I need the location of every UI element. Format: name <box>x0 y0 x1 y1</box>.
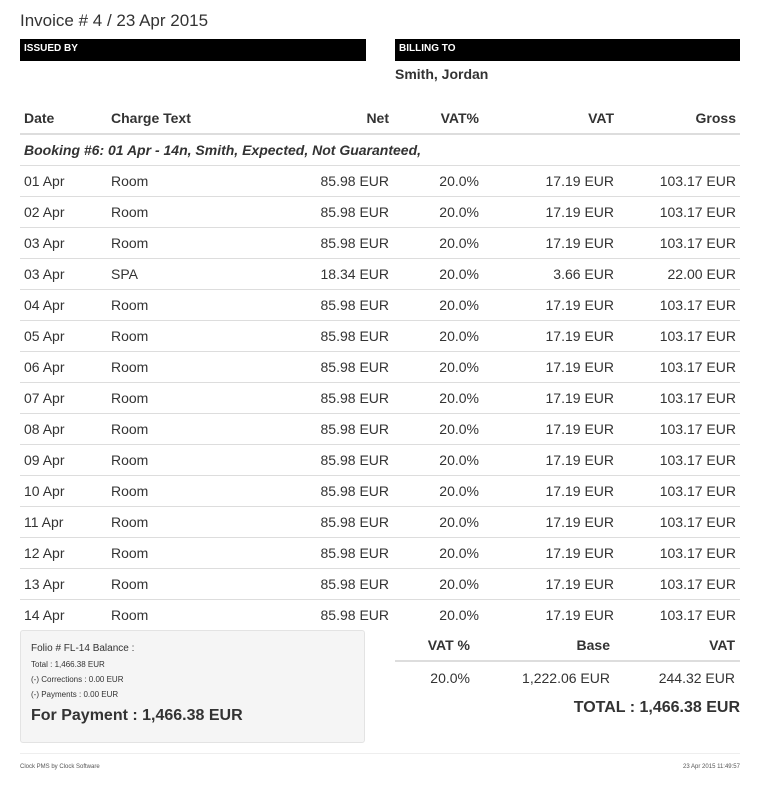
row-gross: 103.17 EUR <box>618 475 740 506</box>
folio-payments: (-) Payments : 0.00 EUR <box>31 690 119 699</box>
row-net: 18.34 EUR <box>227 258 393 289</box>
row-vat-pct: 20.0% <box>393 413 483 444</box>
footer-divider <box>20 753 740 754</box>
row-vat: 17.19 EUR <box>483 165 618 196</box>
row-vat-pct: 20.0% <box>393 165 483 196</box>
table-row <box>20 506 740 537</box>
row-vat: 17.19 EUR <box>483 382 618 413</box>
row-charge-text: SPA <box>107 258 227 289</box>
row-gross: 103.17 EUR <box>618 227 740 258</box>
table-row <box>20 475 740 506</box>
row-net: 85.98 EUR <box>227 599 393 630</box>
row-date: 10 Apr <box>20 475 107 506</box>
issued-by-header: ISSUED BY <box>20 39 366 61</box>
row-gross: 103.17 EUR <box>618 568 740 599</box>
charges-table <box>20 103 740 630</box>
row-charge-text: Room <box>107 320 227 351</box>
row-date: 03 Apr <box>20 258 107 289</box>
row-vat: 17.19 EUR <box>483 320 618 351</box>
table-row <box>20 413 740 444</box>
table-row <box>20 351 740 382</box>
vat-summary-pct: 20.0% <box>430 669 470 686</box>
col-vat-pct: VAT% <box>393 103 483 134</box>
billing-name: Smith, Jordan <box>395 66 489 82</box>
row-vat: 17.19 EUR <box>483 568 618 599</box>
row-gross: 103.17 EUR <box>618 444 740 475</box>
folio-balance-panel <box>20 630 365 743</box>
row-charge-text: Room <box>107 289 227 320</box>
row-vat-pct: 20.0% <box>393 444 483 475</box>
row-charge-text: Room <box>107 351 227 382</box>
vat-summary-header-row <box>395 630 740 661</box>
row-net: 85.98 EUR <box>227 320 393 351</box>
footer-timestamp: 23 Apr 2015 11:49:57 <box>683 764 740 770</box>
row-vat-pct: 20.0% <box>393 599 483 630</box>
row-gross: 103.17 EUR <box>618 537 740 568</box>
row-gross: 103.17 EUR <box>618 165 740 196</box>
row-date: 02 Apr <box>20 196 107 227</box>
invoice-title: Invoice # 4 / 23 Apr 2015 <box>20 11 209 30</box>
col-date: Date <box>20 103 107 134</box>
for-payment: For Payment : 1,466.38 EUR <box>31 707 243 724</box>
row-charge-text: Room <box>107 475 227 506</box>
table-row <box>20 599 740 630</box>
row-vat: 17.19 EUR <box>483 537 618 568</box>
table-row <box>20 165 740 196</box>
row-net: 85.98 EUR <box>227 196 393 227</box>
footer-credit: Clock PMS by Clock Software <box>20 764 100 770</box>
row-net: 85.98 EUR <box>227 289 393 320</box>
charges-header-row <box>20 103 740 134</box>
row-vat-pct: 20.0% <box>393 289 483 320</box>
row-vat: 3.66 EUR <box>483 258 618 289</box>
row-vat: 17.19 EUR <box>483 227 618 258</box>
row-charge-text: Room <box>107 227 227 258</box>
row-date: 11 Apr <box>20 506 107 537</box>
row-vat: 17.19 EUR <box>483 413 618 444</box>
table-row <box>20 444 740 475</box>
row-charge-text: Room <box>107 599 227 630</box>
folio-corrections: (-) Corrections : 0.00 EUR <box>31 675 124 684</box>
row-gross: 103.17 EUR <box>618 506 740 537</box>
table-row <box>20 289 740 320</box>
row-net: 85.98 EUR <box>227 382 393 413</box>
row-net: 85.98 EUR <box>227 413 393 444</box>
vat-summary-col-vat: VAT <box>615 630 740 661</box>
row-gross: 103.17 EUR <box>618 320 740 351</box>
row-vat-pct: 20.0% <box>393 351 483 382</box>
row-charge-text: Room <box>107 382 227 413</box>
row-date: 01 Apr <box>20 165 107 196</box>
row-net: 85.98 EUR <box>227 475 393 506</box>
row-vat: 17.19 EUR <box>483 351 618 382</box>
col-vat: VAT <box>483 103 618 134</box>
row-charge-text: Room <box>107 444 227 475</box>
row-charge-text: Room <box>107 506 227 537</box>
row-vat-pct: 20.0% <box>393 320 483 351</box>
vat-summary-row <box>395 661 740 693</box>
row-date: 08 Apr <box>20 413 107 444</box>
col-net: Net <box>227 103 393 134</box>
table-row <box>20 258 740 289</box>
row-gross: 22.00 EUR <box>618 258 740 289</box>
vat-summary-col-base: Base <box>475 630 615 661</box>
col-gross: Gross <box>618 103 740 134</box>
row-vat-pct: 20.0% <box>393 227 483 258</box>
vat-summary-col-pct: VAT % <box>395 630 475 661</box>
vat-summary-table <box>395 630 740 693</box>
row-charge-text: Room <box>107 413 227 444</box>
row-date: 09 Apr <box>20 444 107 475</box>
row-gross: 103.17 EUR <box>618 382 740 413</box>
row-charge-text: Room <box>107 165 227 196</box>
row-date: 04 Apr <box>20 289 107 320</box>
row-net: 85.98 EUR <box>227 568 393 599</box>
row-vat-pct: 20.0% <box>393 196 483 227</box>
row-vat-pct: 20.0% <box>393 258 483 289</box>
billing-to-header: BILLING TO <box>395 39 740 61</box>
table-row <box>20 568 740 599</box>
row-vat: 17.19 EUR <box>483 475 618 506</box>
row-date: 13 Apr <box>20 568 107 599</box>
row-gross: 103.17 EUR <box>618 413 740 444</box>
row-gross: 103.17 EUR <box>618 599 740 630</box>
folio-title: Folio # FL-14 Balance : <box>31 643 135 654</box>
row-date: 07 Apr <box>20 382 107 413</box>
table-row <box>20 196 740 227</box>
row-date: 03 Apr <box>20 227 107 258</box>
row-date: 05 Apr <box>20 320 107 351</box>
vat-summary-base: 1,222.06 EUR <box>522 669 610 686</box>
row-net: 85.98 EUR <box>227 506 393 537</box>
row-vat-pct: 20.0% <box>393 568 483 599</box>
col-charge-text: Charge Text <box>107 103 227 134</box>
row-charge-text: Room <box>107 537 227 568</box>
table-row <box>20 227 740 258</box>
row-net: 85.98 EUR <box>227 537 393 568</box>
row-vat: 17.19 EUR <box>483 289 618 320</box>
booking-row <box>20 134 740 165</box>
row-vat: 17.19 EUR <box>483 506 618 537</box>
row-date: 12 Apr <box>20 537 107 568</box>
row-vat: 17.19 EUR <box>483 599 618 630</box>
row-gross: 103.17 EUR <box>618 351 740 382</box>
row-net: 85.98 EUR <box>227 351 393 382</box>
invoice-total: TOTAL : 1,466.38 EUR <box>573 699 740 716</box>
row-gross: 103.17 EUR <box>618 196 740 227</box>
row-charge-text: Room <box>107 196 227 227</box>
row-vat-pct: 20.0% <box>393 475 483 506</box>
table-row <box>20 320 740 351</box>
vat-summary-vat: 244.32 EUR <box>658 669 735 686</box>
row-vat-pct: 20.0% <box>393 506 483 537</box>
row-date: 06 Apr <box>20 351 107 382</box>
folio-total: Total : 1,466.38 EUR <box>31 660 105 669</box>
table-row <box>20 382 740 413</box>
row-vat-pct: 20.0% <box>393 537 483 568</box>
row-net: 85.98 EUR <box>227 227 393 258</box>
table-row <box>20 537 740 568</box>
row-net: 85.98 EUR <box>227 444 393 475</box>
booking-label: Booking #6: 01 Apr - 14n, Smith, Expected, Not Guaranteed, <box>20 134 740 165</box>
row-vat-pct: 20.0% <box>393 382 483 413</box>
row-date: 14 Apr <box>20 599 107 630</box>
row-vat: 17.19 EUR <box>483 444 618 475</box>
row-gross: 103.17 EUR <box>618 289 740 320</box>
row-vat: 17.19 EUR <box>483 196 618 227</box>
row-charge-text: Room <box>107 568 227 599</box>
row-net: 85.98 EUR <box>227 165 393 196</box>
